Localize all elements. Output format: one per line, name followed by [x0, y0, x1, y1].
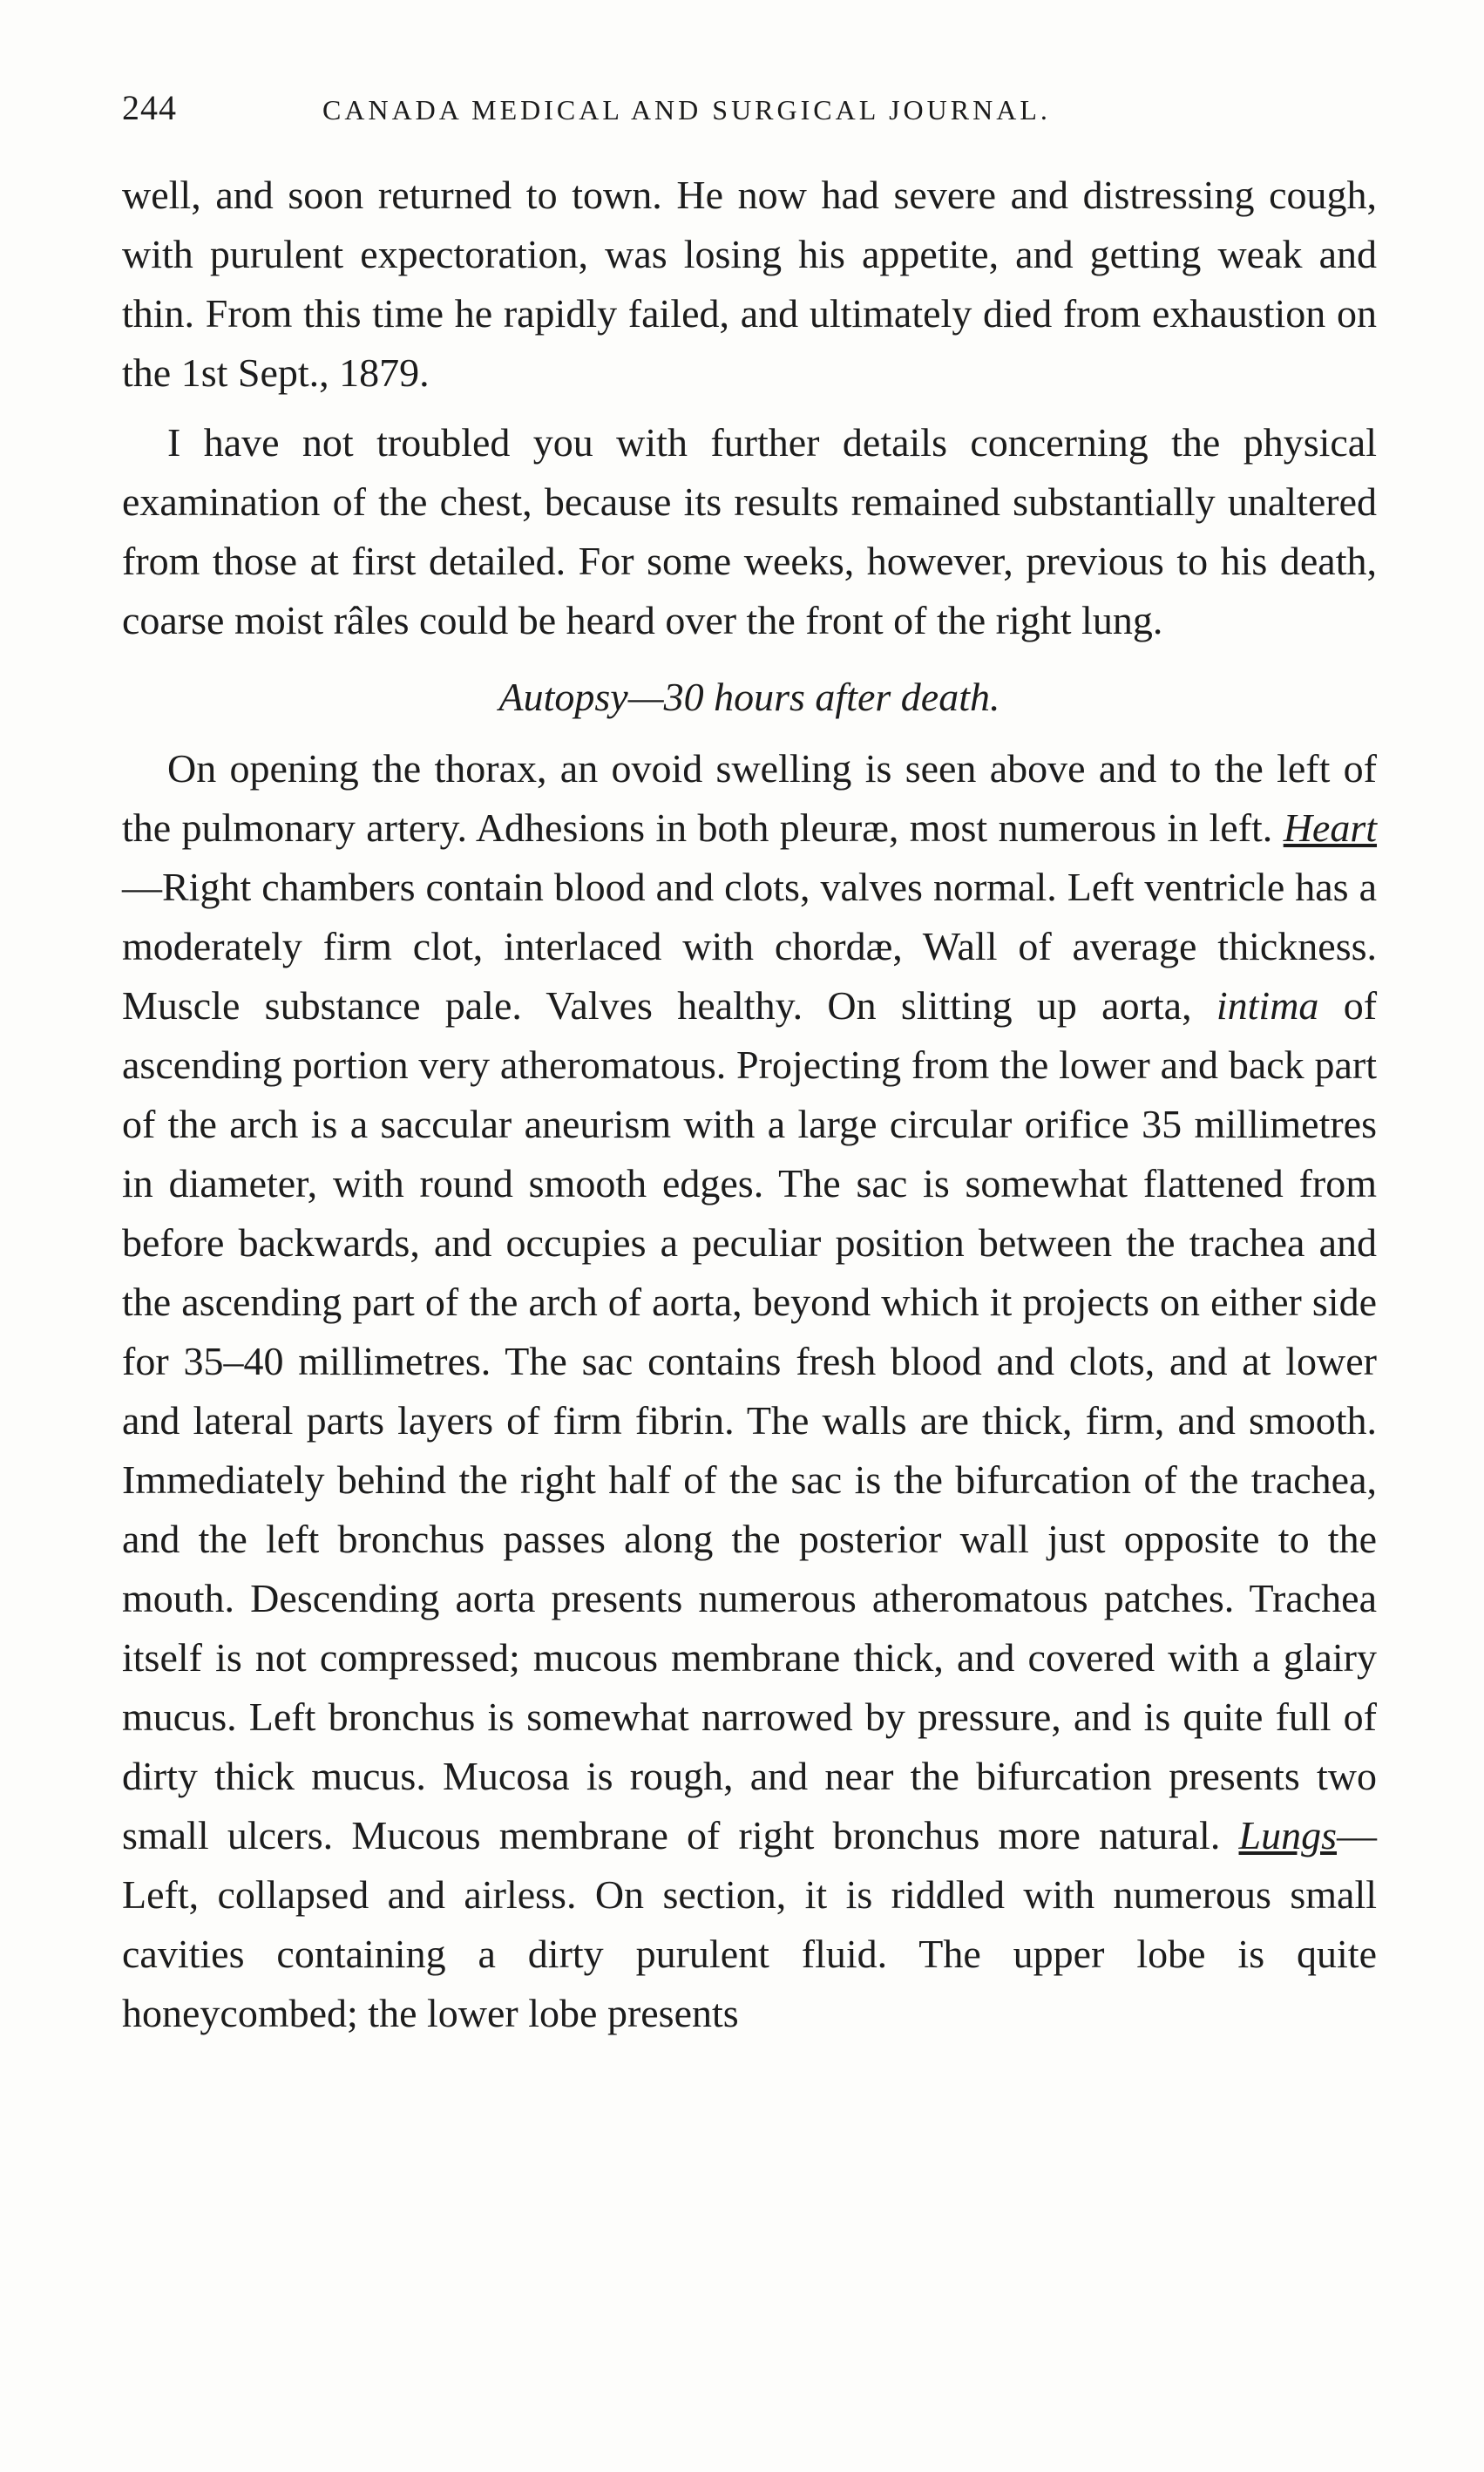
paragraph-physical-examination: I have not troubled you with further details concerning the physical examination of the chest, because its results remained substantially unaltered from those at first detailed. For some weeks, however, previous to his death, coarse moist râles could be heard over the front of the right lung. [122, 420, 1377, 642]
autopsy-text-lungs: —Left, collapsed and airless. On section, it is riddled with numerous small cavities containing a dirty purulent fluid. The upper lobe is quite honeycombed; the lower lobe presents [122, 1813, 1378, 2035]
lungs-term: Lungs [1238, 1813, 1338, 1857]
journal-title: CANADA MEDICAL AND SURGICAL JOURNAL. [322, 94, 1051, 126]
paragraph-autopsy-findings [122, 739, 1377, 2043]
heart-term: Heart [1283, 805, 1378, 850]
article-body [122, 166, 1377, 2043]
running-head [122, 87, 1377, 131]
autopsy-text-aneurism: of ascending portion very atheromatous. Projecting from the lower and back part of the arch is a saccular aneurism with a large circular orifice 35 millimetres in diameter, with round smooth edges. The sac is somewhat flattened from before backwards, and occupies a peculiar position between the trachea and the ascending part of the arch of aorta, beyond which it projects on either side for 35–40 millimetres. The sac contains fresh blood and clots, and at lower and lateral parts layers of firm fibrin. The walls are thick, firm, and smooth. Immediately behind the right half of the sac is the bifurcation of the trachea, and the left bronchus passes along the posterior wall just opposite to the mouth. Descending aorta presents numerous atheromatous patches. Trachea itself is not compressed; mucous membrane thick, and covered with a glairy mucus. Left bronchus is somewhat narrowed by pressure, and is quite full of dirty thick mucus. Mucosa is rough, and near the bifurcation presents two small ulcers. Mucous membrane of right bronchus more natural. [122, 983, 1378, 1857]
autopsy-heading: Autopsy—30 hours after death. [498, 675, 1000, 719]
page-number: 244 [122, 88, 177, 127]
intima-term: intima [1216, 983, 1319, 1028]
autopsy-text-opening: On opening the thorax, an ovoid swelling is seen above and to the left of the pulmonary artery. Adhesions in both pleuræ, most numerous in left. [122, 746, 1377, 850]
autopsy-text-heart: —Right chambers contain blood and clots, valves normal. Left ventricle has a moderately firm clot, interlaced with chordæ, Wall of average thickness. Muscle substance pale. Valves healthy. On slitting up aorta, [122, 865, 1377, 1028]
paragraph-continued: well, and soon returned to town. He now had severe and distressing cough, with purulent expectoration, was losing his appetite, and getting weak and thin. From this time he rapidly failed, and ultimately died from exhaustion on the 1st Sept., 1879. [122, 173, 1377, 395]
